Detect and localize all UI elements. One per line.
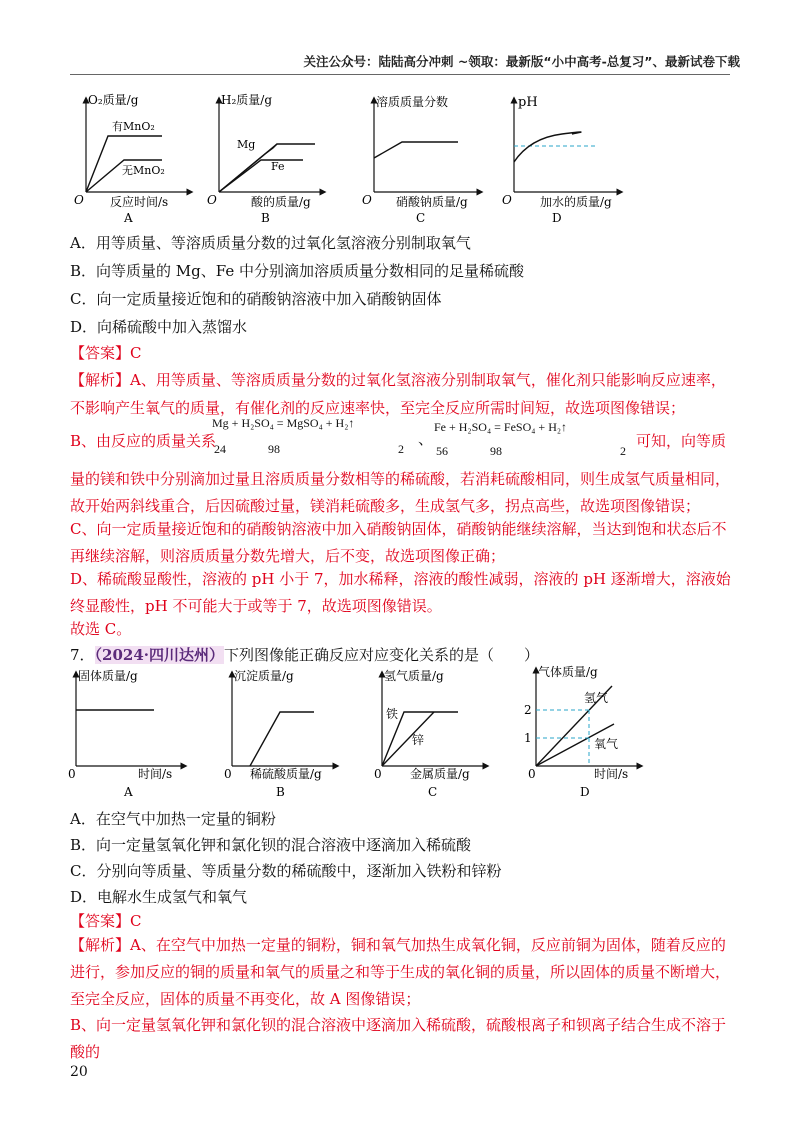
graph-xlabel: 时间/s [594,767,629,781]
curve-label-upper: 有MnO₂ [112,120,155,133]
q7-number: 7． [70,646,95,664]
equation-fe-mass-1: 56 [436,444,448,458]
graph-xlabel: 反应时间/s [110,195,169,209]
graph-origin: O [74,193,84,207]
equation-separator: 、 [418,432,434,448]
graph-ylabel: 沉淀质量/g [234,669,294,683]
equation-fe: Fe + H₂SO₄ = FeSO₄ + H₂↑ [434,420,568,434]
q6-option-b: B．向等质量的 Mg、Fe 中分别滴加溶质质量分数相同的足量稀硫酸 [70,262,524,280]
q7-option-d: D．电解水生成氢气和氧气 [70,888,248,906]
q6-analysis-b-lead: B、由反应的质量关系 [70,432,217,450]
curve-label-lower: 氧气 [594,737,619,751]
graph-letter: D [552,211,562,225]
q6-option-d: D．向稀硫酸中加入蒸馏水 [70,318,248,336]
equation-mg: Mg + H₂SO₄ = MgSO₄ + H₂↑ [212,416,355,430]
graph-xlabel: 酸的质量/g [251,195,311,209]
graph-ylabel: O₂质量/g [88,93,139,107]
q6-analysis-b-rest: 量的镁和铁中分别滴加过量且溶质质量分数相等的稀硫酸，若消耗硫酸相同，则生成氢气质量相同，故开始两斜线重合，后因硫酸过量，镁消耗硫酸多，生成氢气多，拐点高些，故选项图像错误； [70,470,731,515]
graph-origin: O [362,193,372,207]
graph-letter: B [261,211,270,225]
page-header: 关注公众号：陆陆高分冲刺 ~领取：最新版“小中高考-总复习”、最新试卷下载 [303,54,740,69]
q7-answer: 【答案】C [70,912,142,930]
equation-mg-mass-2: 98 [268,442,280,456]
graph-origin: 0 [374,767,382,781]
graph-letter: C [428,785,438,799]
q6-analysis-d: D、稀硫酸显酸性，溶液的 pH 小于 7，加水稀释，溶液的酸性减弱，溶液的 pH 逐渐增大，溶液始终显酸性，pH 不可能大于或等于 7，故选项图像错误。 [70,570,731,615]
q6-graph-c [360,92,495,232]
graph-xlabel: 时间/s [138,767,173,781]
graph-origin: 0 [224,767,232,781]
equation-mg-mass-1: 24 [214,442,226,456]
graph-ylabel: 氢气质量/g [384,669,444,683]
graph-tick-2: 2 [524,703,532,717]
graph-xlabel: 加水的质量/g [540,195,612,209]
q6-option-a: A．用等质量、等溶质质量分数的过氧化氢溶液分别制取氧气 [70,234,471,252]
graph-letter: B [276,785,285,799]
graph-ylabel: 气体质量/g [538,665,598,679]
graph-ylabel: 溶质质量分数 [376,95,449,109]
q6-option-c: C．向一定质量接近饱和的硝酸钠溶液中加入硝酸钠固体 [70,290,442,308]
curve-label-lower: 锌 [412,733,425,747]
curve-label-lower: Fe [271,160,285,173]
q7-source: （2024·四川达州） [94,646,225,664]
q6-analysis-a: 【解析】A、用等质量、等溶质质量分数的过氧化氢溶液分别制取氧气，催化剂只能影响反应速率，不影响产生氧气的质量，有催化剂的反应速率快，至完全反应所需时间短，故选项图像错误； [70,371,726,417]
q6-analysis-c: C、向一定质量接近饱和的硝酸钠溶液中加入硝酸钠固体，硝酸钠能继续溶解，当达到饱和状态后不再继续溶解，则溶质质量分数先增大，后不变，故选项图像正确； [70,520,727,565]
q7-graph-c [372,668,492,802]
graph-xlabel: 金属质量/g [410,767,470,781]
graph-origin: 0 [68,767,76,781]
graph-letter: C [416,211,426,225]
graph-origin: O [502,193,512,207]
q6-answer: 【答案】C [70,344,142,362]
graph-xlabel: 稀硫酸质量/g [250,767,322,781]
header-divider [70,74,730,75]
equation-fe-mass-3: 2 [620,444,626,458]
graph-letter: A [124,785,133,799]
q7-analysis-a: 【解析】A、在空气中加热一定量的铜粉，铜和氧气加热生成氧化铜，反应前铜为固体，随着反应的进行，参加反应的铜的质量和氧气的质量之和等于生成的氧化铜的质量，所以固体的质量不断增大，至完全反应，固体的质量不再变化，故 A 图像错误； [70,936,731,1008]
curve-label-upper: 铁 [386,707,399,721]
graph-xlabel: 硝酸钠质量/g [396,195,468,209]
q7-option-b: B．向一定量氢氧化钾和氯化钡的混合溶液中逐滴加入稀硫酸 [70,836,472,854]
q6-graph-a [72,92,202,232]
equation-fe-mass-2: 98 [490,444,502,458]
graph-origin: 0 [528,767,536,781]
q7-graph-a [66,668,191,802]
q7-question: 下列图像能正确反应对应变化关系的是（ ） [224,646,540,664]
graph-ylabel: 固体质量/g [78,669,138,683]
q6-graph-b [205,92,335,232]
q7-analysis-b: B、向一定量氢氧化钾和氯化钡的混合溶液中逐滴加入稀硫酸，硫酸根离子和钡离子结合生成不溶于酸的 [70,1016,727,1061]
graph-letter: A [124,211,133,225]
q7-option-a: A．在空气中加热一定量的铜粉 [70,810,276,828]
q7-option-c: C．分别向等质量、等质量分数的稀硫酸中，逐渐加入铁粉和锌粉 [70,862,502,880]
graph-ylabel: pH [518,95,538,110]
curve-label-lower: 无MnO₂ [122,164,165,177]
q6-conclusion: 故选 C。 [70,620,132,638]
page-number: 20 [70,1064,88,1080]
graph-tick-1: 1 [524,731,532,745]
graph-origin: O [207,193,217,207]
q6-analysis-b-tail: 可知，向等质 [636,432,727,450]
graph-letter: D [580,785,590,799]
q7-graph-d [520,664,650,804]
graph-ylabel: H₂质量/g [221,93,273,107]
q7-graph-b [222,668,342,802]
curve-label-upper: 氢气 [584,691,609,705]
curve-label-upper: Mg [237,138,256,151]
q6-graph-d [500,92,635,232]
equation-mg-mass-3: 2 [398,442,404,456]
